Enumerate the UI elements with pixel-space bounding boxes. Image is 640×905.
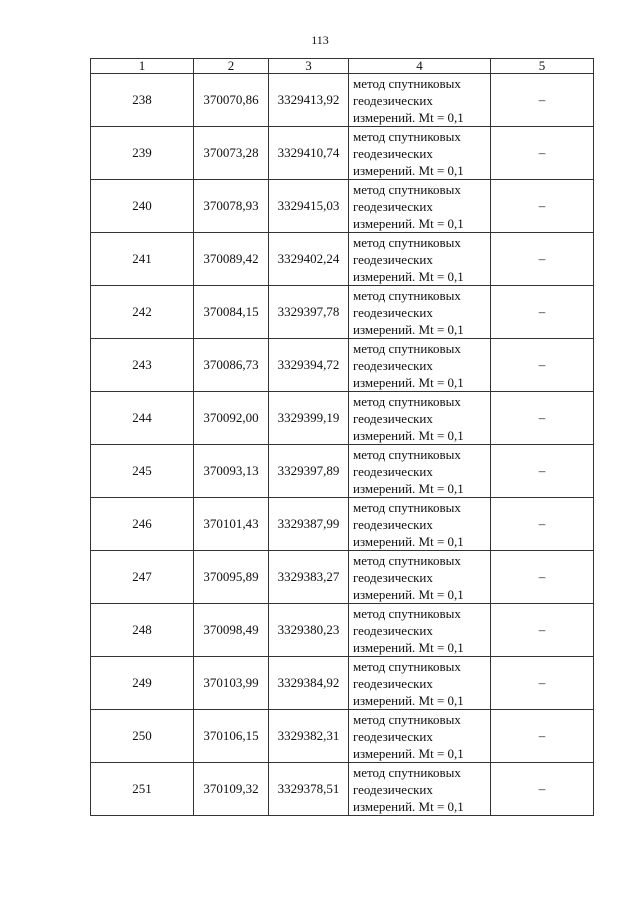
point-number-cell: 238 bbox=[91, 74, 194, 127]
point-number-cell: 244 bbox=[91, 392, 194, 445]
note-cell: – bbox=[491, 233, 594, 286]
y-coordinate-cell: 3329399,19 bbox=[269, 392, 349, 445]
y-coordinate-cell: 3329383,27 bbox=[269, 551, 349, 604]
method-cell: метод спутниковых геодезических измерений. Mt = 0,1 bbox=[349, 604, 491, 657]
x-coordinate-cell: 370103,99 bbox=[194, 657, 269, 710]
page-number: 113 bbox=[311, 33, 329, 47]
x-coordinate-cell: 370089,42 bbox=[194, 233, 269, 286]
header-row bbox=[91, 59, 594, 74]
y-coordinate-cell: 3329397,89 bbox=[269, 445, 349, 498]
x-coordinate-cell: 370101,43 bbox=[194, 498, 269, 551]
method-cell: метод спутниковых геодезических измерений. Mt = 0,1 bbox=[349, 286, 491, 339]
table-row bbox=[91, 74, 594, 127]
table-row bbox=[91, 286, 594, 339]
point-number-cell: 246 bbox=[91, 498, 194, 551]
x-coordinate-cell: 370078,93 bbox=[194, 180, 269, 233]
note-cell: – bbox=[491, 445, 594, 498]
point-number-cell: 242 bbox=[91, 286, 194, 339]
x-coordinate-cell: 370086,73 bbox=[194, 339, 269, 392]
note-cell: – bbox=[491, 127, 594, 180]
y-coordinate-cell: 3329384,92 bbox=[269, 657, 349, 710]
table-row bbox=[91, 763, 594, 816]
note-cell: – bbox=[491, 604, 594, 657]
point-number-cell: 249 bbox=[91, 657, 194, 710]
method-cell: метод спутниковых геодезических измерений. Mt = 0,1 bbox=[349, 339, 491, 392]
table-row bbox=[91, 657, 594, 710]
method-cell: метод спутниковых геодезических измерений. Mt = 0,1 bbox=[349, 392, 491, 445]
table-row bbox=[91, 498, 594, 551]
y-coordinate-cell: 3329402,24 bbox=[269, 233, 349, 286]
x-coordinate-cell: 370109,32 bbox=[194, 763, 269, 816]
method-cell: метод спутниковых геодезических измерений. Mt = 0,1 bbox=[349, 74, 491, 127]
note-cell: – bbox=[491, 286, 594, 339]
y-coordinate-cell: 3329415,03 bbox=[269, 180, 349, 233]
point-number-cell: 241 bbox=[91, 233, 194, 286]
table-row bbox=[91, 604, 594, 657]
method-cell: метод спутниковых геодезических измерений. Mt = 0,1 bbox=[349, 445, 491, 498]
table-row bbox=[91, 339, 594, 392]
point-number-cell: 240 bbox=[91, 180, 194, 233]
header-col-1: 1 bbox=[91, 59, 194, 74]
method-cell: метод спутниковых геодезических измерений. Mt = 0,1 bbox=[349, 763, 491, 816]
coordinates-table bbox=[90, 58, 594, 816]
point-number-cell: 239 bbox=[91, 127, 194, 180]
y-coordinate-cell: 3329378,51 bbox=[269, 763, 349, 816]
note-cell: – bbox=[491, 498, 594, 551]
point-number-cell: 251 bbox=[91, 763, 194, 816]
y-coordinate-cell: 3329394,72 bbox=[269, 339, 349, 392]
x-coordinate-cell: 370093,13 bbox=[194, 445, 269, 498]
x-coordinate-cell: 370098,49 bbox=[194, 604, 269, 657]
table-row bbox=[91, 710, 594, 763]
y-coordinate-cell: 3329382,31 bbox=[269, 710, 349, 763]
y-coordinate-cell: 3329413,92 bbox=[269, 74, 349, 127]
x-coordinate-cell: 370092,00 bbox=[194, 392, 269, 445]
x-coordinate-cell: 370084,15 bbox=[194, 286, 269, 339]
method-cell: метод спутниковых геодезических измерений. Mt = 0,1 bbox=[349, 127, 491, 180]
y-coordinate-cell: 3329380,23 bbox=[269, 604, 349, 657]
point-number-cell: 250 bbox=[91, 710, 194, 763]
note-cell: – bbox=[491, 180, 594, 233]
table-body bbox=[91, 74, 594, 816]
note-cell: – bbox=[491, 339, 594, 392]
header-col-4: 4 bbox=[349, 59, 491, 74]
point-number-cell: 248 bbox=[91, 604, 194, 657]
x-coordinate-cell: 370073,28 bbox=[194, 127, 269, 180]
note-cell: – bbox=[491, 74, 594, 127]
point-number-cell: 247 bbox=[91, 551, 194, 604]
table-row bbox=[91, 233, 594, 286]
note-cell: – bbox=[491, 763, 594, 816]
point-number-cell: 243 bbox=[91, 339, 194, 392]
y-coordinate-cell: 3329410,74 bbox=[269, 127, 349, 180]
note-cell: – bbox=[491, 392, 594, 445]
x-coordinate-cell: 370095,89 bbox=[194, 551, 269, 604]
note-cell: – bbox=[491, 551, 594, 604]
y-coordinate-cell: 3329397,78 bbox=[269, 286, 349, 339]
method-cell: метод спутниковых геодезических измерений. Mt = 0,1 bbox=[349, 551, 491, 604]
header-col-2: 2 bbox=[194, 59, 269, 74]
table-row bbox=[91, 127, 594, 180]
method-cell: метод спутниковых геодезических измерений. Mt = 0,1 bbox=[349, 710, 491, 763]
method-cell: метод спутниковых геодезических измерений. Mt = 0,1 bbox=[349, 233, 491, 286]
x-coordinate-cell: 370070,86 bbox=[194, 74, 269, 127]
table-row bbox=[91, 445, 594, 498]
table-header bbox=[91, 59, 594, 74]
table-row bbox=[91, 180, 594, 233]
table-row bbox=[91, 392, 594, 445]
method-cell: метод спутниковых геодезических измерений. Mt = 0,1 bbox=[349, 498, 491, 551]
y-coordinate-cell: 3329387,99 bbox=[269, 498, 349, 551]
table-row bbox=[91, 551, 594, 604]
x-coordinate-cell: 370106,15 bbox=[194, 710, 269, 763]
header-col-5: 5 bbox=[491, 59, 594, 74]
point-number-cell: 245 bbox=[91, 445, 194, 498]
header-col-3: 3 bbox=[269, 59, 349, 74]
note-cell: – bbox=[491, 710, 594, 763]
note-cell: – bbox=[491, 657, 594, 710]
method-cell: метод спутниковых геодезических измерений. Mt = 0,1 bbox=[349, 657, 491, 710]
method-cell: метод спутниковых геодезических измерений. Mt = 0,1 bbox=[349, 180, 491, 233]
